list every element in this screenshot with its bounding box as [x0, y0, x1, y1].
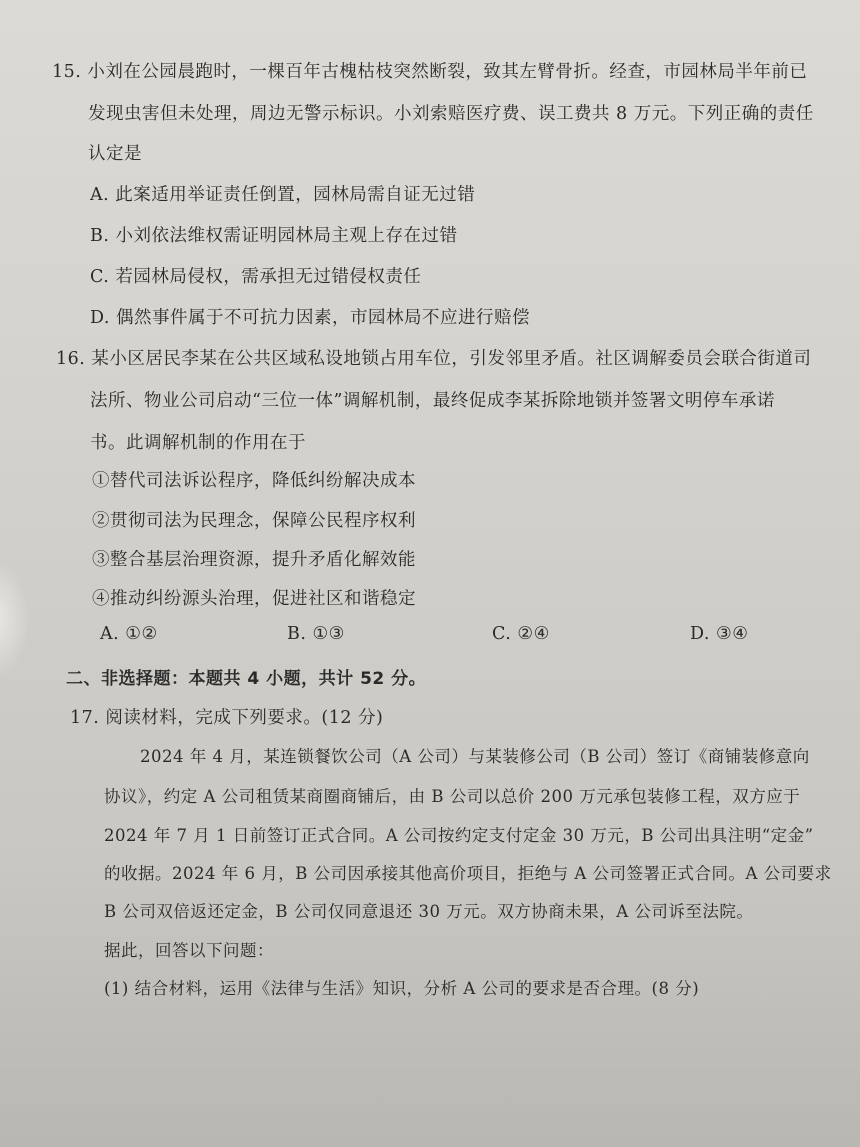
q16-option-b: B. ①③ — [287, 624, 345, 644]
q16-item1: ①替代司法诉讼程序，降低纠纷解决成本 — [92, 471, 416, 491]
q17-material-line1: 2024 年 4 月，某连锁餐饮公司（A 公司）与某装修公司（B 公司）签订《商铺装修意向 — [140, 747, 810, 766]
q17-title: 17. 阅读材料，完成下列要求。(12 分) — [70, 708, 384, 728]
q15-line2: 发现虫害但未处理，周边无警示标识。小刘索赔医疗费、误工费共 8 万元。下列正确的责任 — [88, 104, 814, 124]
q16-line2: 法所、物业公司启动“三位一体”调解机制，最终促成李某拆除地锁并签署文明停车承诺 — [90, 391, 775, 411]
q17-material-line2: 协议》，约定 A 公司租赁某商圈商铺后，由 B 公司以总价 200 万元承包装修工程，双方应于 — [104, 787, 801, 806]
q17-prompt: 据此，回答以下问题： — [104, 941, 274, 960]
q15-line1: 15. 小刘在公园晨跑时，一棵百年古槐枯枝突然断裂，致其左臂骨折。经查，市园林局半年前已 — [52, 62, 808, 82]
q16-option-d: D. ③④ — [690, 624, 749, 644]
q17-material-line3: 2024 年 7 月 1 日前签订正式合同。A 公司按约定支付定金 30 万元，B 公司出具注明“定金” — [104, 826, 814, 845]
q16-option-a: A. ①② — [100, 624, 158, 644]
q16-line3: 书。此调解机制的作用在于 — [90, 433, 306, 453]
q15-option-c: C. 若园林局侵权，需承担无过错侵权责任 — [90, 267, 422, 287]
q16-item3: ③整合基层治理资源，提升矛盾化解效能 — [92, 550, 416, 570]
q15-option-d: D. 偶然事件属于不可抗力因素，市园林局不应进行赔偿 — [90, 308, 531, 328]
q16-item2: ②贯彻司法为民理念，保障公民程序权利 — [92, 511, 416, 531]
q16-option-c: C. ②④ — [492, 624, 550, 644]
q15-line3: 认定是 — [88, 144, 142, 164]
q15-option-a: A. 此案适用举证责任倒置，园林局需自证无过错 — [90, 185, 476, 205]
section-heading: 二、非选择题：本题共 4 小题，共计 52 分。 — [66, 669, 427, 689]
paper-glare — [0, 560, 30, 680]
q17-material-line4: 的收据。2024 年 6 月，B 公司因承接其他高价项目，拒绝与 A 公司签署正式合同。A 公司要求 — [104, 864, 832, 883]
q16-line1: 16. 某小区居民李某在公共区域私设地锁占用车位，引发邻里矛盾。社区调解委员会联合街道司 — [56, 349, 812, 369]
q17-material-line5: B 公司双倍返还定金，B 公司仅同意退还 30 万元。双方协商未果，A 公司诉至法院。 — [104, 902, 754, 921]
q17-subquestion1: (1) 结合材料，运用《法律与生活》知识，分析 A 公司的要求是否合理。(8 分) — [104, 979, 700, 998]
q15-option-b: B. 小刘依法维权需证明园林局主观上存在过错 — [90, 226, 458, 246]
q16-item4: ④推动纠纷源头治理，促进社区和谐稳定 — [92, 589, 416, 609]
